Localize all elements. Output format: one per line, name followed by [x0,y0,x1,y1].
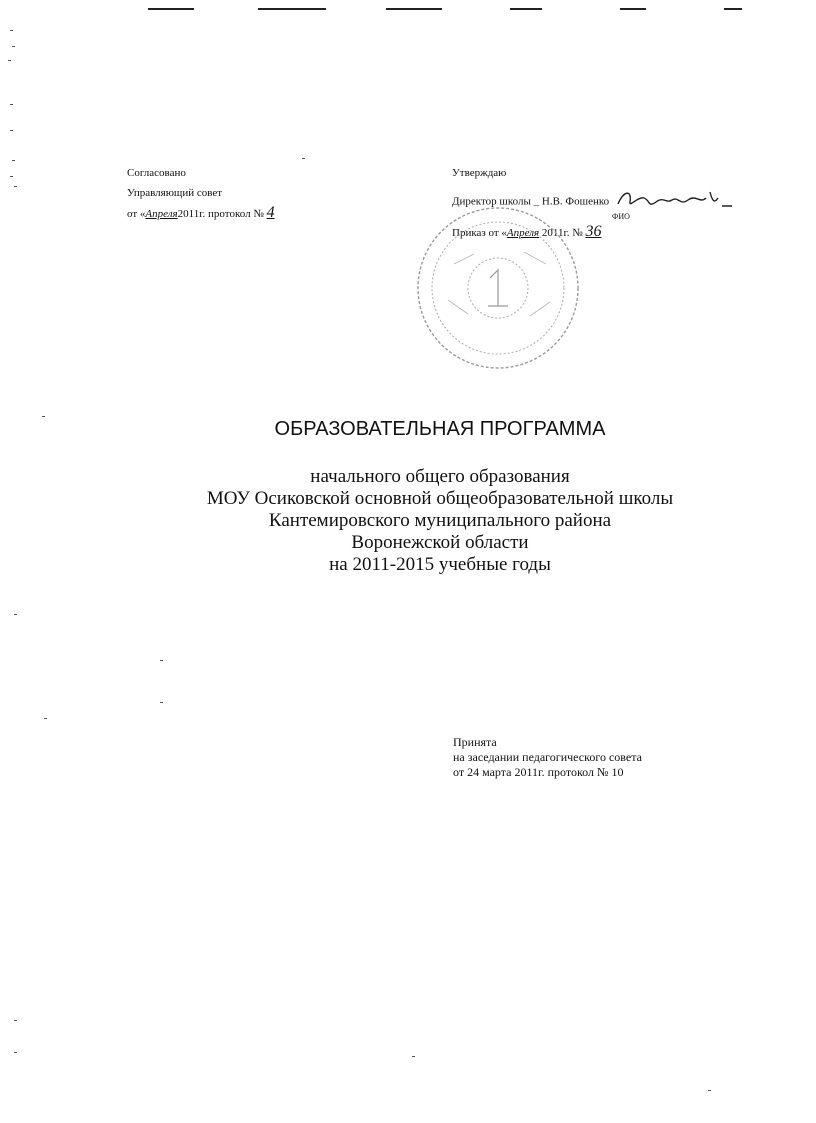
adopted-protocol: от 24 марта 2011г. протокол № 10 [453,765,624,779]
agreed-label: Согласовано [127,167,186,179]
handwritten-protocol-no: 4 [266,204,275,221]
agreed-block [127,166,387,221]
fio-label: ФИО [612,212,630,221]
subtitle-line-4: Воронежской области [351,532,529,553]
subtitle-line-5: на 2011-2015 учебные годы [329,554,551,575]
subtitle-line-3: Кантемировского муниципального района [268,510,612,531]
adopted-council: на заседании педагогического совета [453,750,642,764]
document-title: ОБРАЗОВАТЕЛЬНАЯ ПРОГРАММА [274,418,606,440]
adopted-label: Принята [453,735,497,749]
signature [614,186,734,218]
scan-line-1 [148,8,194,10]
scan-line-2 [258,8,326,10]
order-handwritten-date: Апреля [506,227,540,239]
council-label: Управляющий совет [127,187,223,199]
scan-line-3 [386,8,442,10]
school-stamp [414,204,582,372]
subtitle-line-1: начального общего образования [310,466,570,487]
order-suffix: 2011г. № [541,227,583,239]
document-subtitle [0,466,816,576]
council-date-line [127,206,387,221]
handwritten-date: Апреля [145,208,178,220]
order-prefix: Приказ от « [452,227,507,239]
scan-line-5 [620,8,646,10]
approve-label: Утверждаю [452,167,507,179]
scan-line-4 [510,8,542,10]
order-handwritten-no: 36 [585,223,602,240]
subtitle-line-2: МОУ Осиковской основной общеобразовательной школы [206,488,674,509]
date-suffix: 2011г. протокол № [177,208,264,220]
date-prefix: от « [127,208,146,220]
adopted-block [453,735,783,780]
director-text: Директор школы _ Н.В. Фошенко [452,195,610,208]
scan-line-6 [724,8,742,10]
